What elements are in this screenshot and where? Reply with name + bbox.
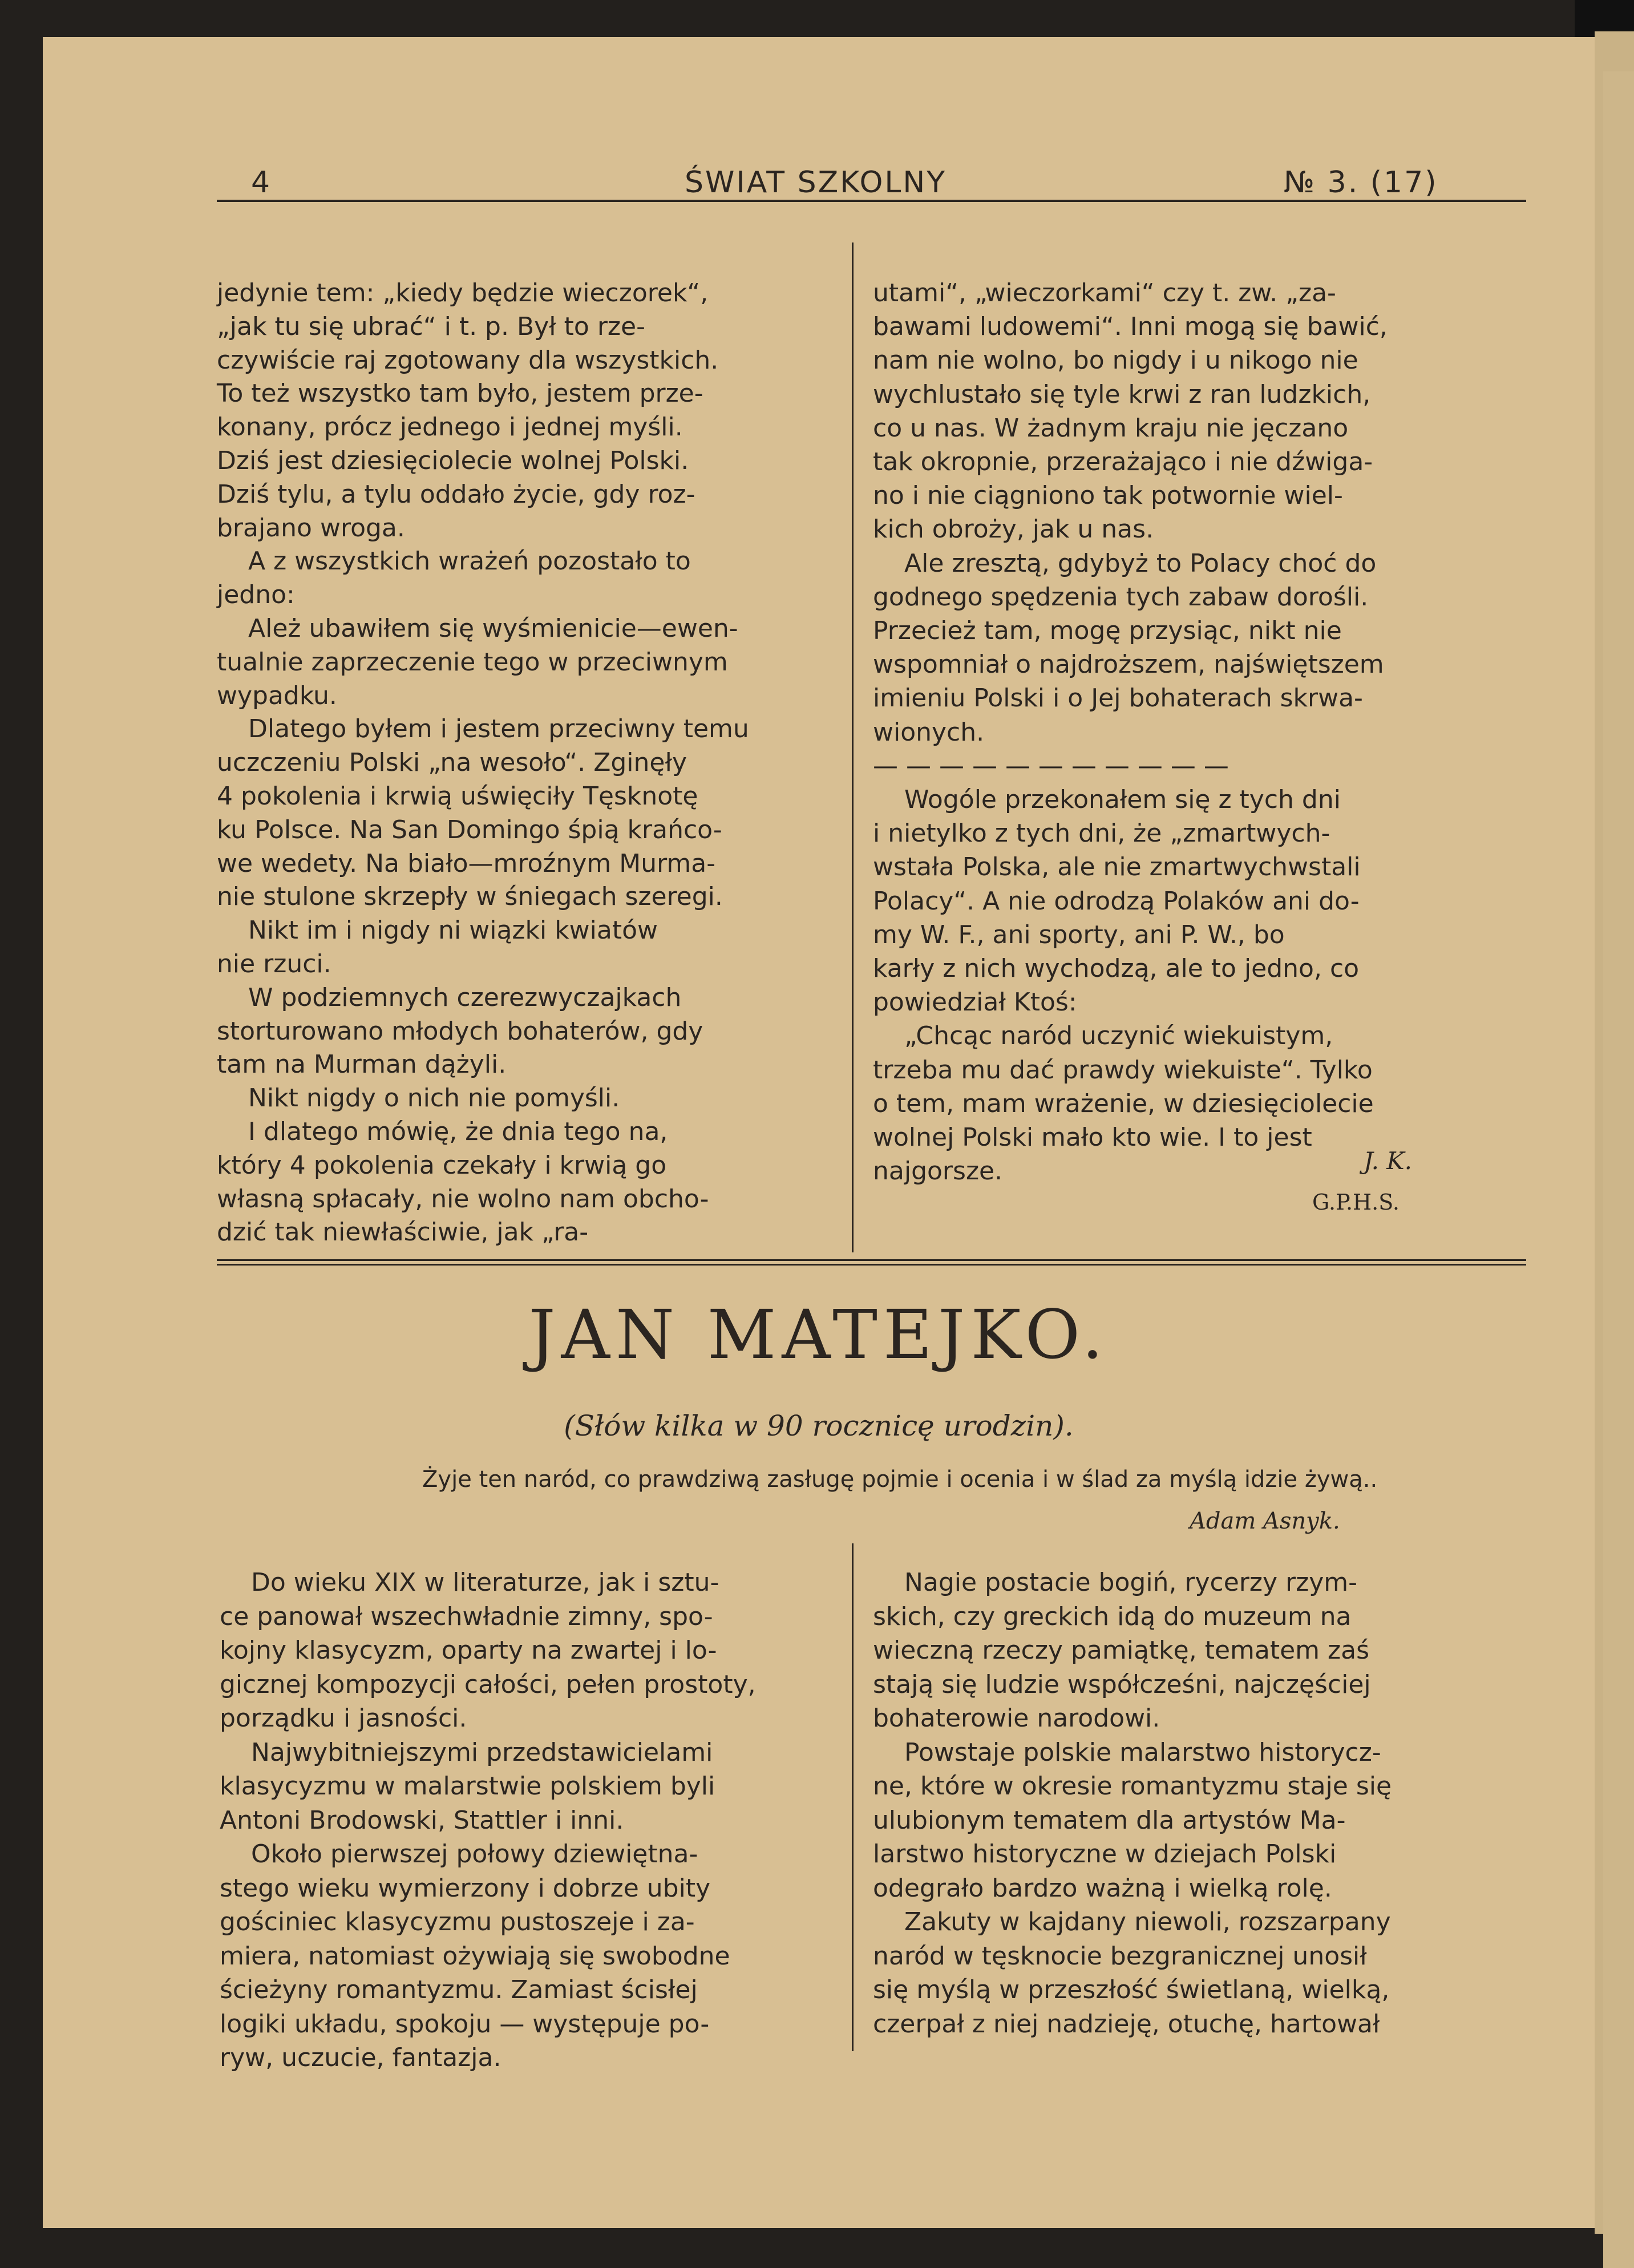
text-line: najgorsze. bbox=[873, 1157, 1003, 1186]
text-line: czywiście raj zgotowany dla wszystkich. bbox=[217, 345, 719, 375]
text-line: „jak tu się ubrać“ i t. p. Był to rze- bbox=[217, 312, 645, 341]
epigraph: Żyje ten naród, co prawdziwą zasługę pojmie i ocenia i w ślad za myślą idzie żywą.. bbox=[422, 1466, 1378, 1493]
text-line: „Chcąc naród uczynić wiekuistym, bbox=[904, 1021, 1333, 1051]
text-line: Zakuty w kajdany niewoli, rozszarpany bbox=[904, 1907, 1391, 1937]
text-line: Ale zresztą, gdybyż to Polacy choć do bbox=[904, 548, 1377, 578]
text-line: co u nas. W żadnym kraju nie jęczano bbox=[873, 413, 1349, 443]
text-line: o tem, mam wrażenie, w dziesięciolecie bbox=[873, 1089, 1374, 1118]
text-line: — — — — — — — — — — — bbox=[873, 751, 1229, 781]
journal-title: ŚWIAT SZKOLNY bbox=[685, 165, 947, 200]
text-line: Do wieku XIX w literaturze, jak i sztu- bbox=[251, 1568, 719, 1597]
text-line: jedno: bbox=[217, 580, 295, 610]
text-line: Antoni Brodowski, Stattler i inni. bbox=[220, 1805, 624, 1835]
text-line: nie rzuci. bbox=[217, 949, 331, 979]
text-line: nam nie wolno, bo nigdy i u nikogo nie bbox=[873, 346, 1358, 375]
text-line: To też wszystko tam było, jestem prze- bbox=[217, 379, 703, 409]
text-line: A z wszystkich wrażeń pozostało to bbox=[248, 547, 691, 576]
text-line: bohaterowie narodowi. bbox=[873, 1704, 1160, 1733]
page-fold-strip bbox=[1603, 71, 1634, 2268]
text-line: tualnie zaprzeczenie tego w przeciwnym bbox=[217, 647, 728, 677]
text-line: Dziś tylu, a tylu oddało życie, gdy roz- bbox=[217, 479, 695, 509]
text-line: my W. F., ani sporty, ani P. W., bo bbox=[873, 920, 1285, 949]
text-line: utami“, „wieczorkami“ czy t. zw. „za- bbox=[873, 278, 1336, 308]
text-line: stego wieku wymierzony i dobrze ubity bbox=[220, 1873, 711, 1903]
signature-school: G.P.H.S. bbox=[1312, 1190, 1400, 1215]
text-line: kich obroży, jak u nas. bbox=[873, 515, 1154, 544]
text-line: się myślą w przeszłość świetlaną, wielką, bbox=[873, 1975, 1390, 2004]
text-line: 4 pokolenia i krwią uświęciły Tęsknotę bbox=[217, 782, 698, 811]
text-line: we wedety. Na biało—mroźnym Murma- bbox=[217, 848, 716, 878]
text-line: wspomniał o najdroższem, najświętszem bbox=[873, 650, 1384, 680]
text-line: konany, prócz jednego i jednej myśli. bbox=[217, 413, 683, 442]
text-line: tam na Murman dążyli. bbox=[217, 1050, 507, 1080]
text-line: ne, które w okresie romantyzmu staje się bbox=[873, 1772, 1392, 1801]
text-line: miera, natomiast ożywiają się swobodne bbox=[220, 1941, 730, 1971]
issue-number: № 3. (17) bbox=[1284, 165, 1438, 200]
text-line: no i nie ciągniono tak potwornie wiel- bbox=[873, 481, 1343, 511]
text-line: wieczną rzeczy pamiątkę, tematem zaś bbox=[873, 1636, 1369, 1665]
column-divider bbox=[852, 242, 854, 1252]
text-line: powiedział Ktoś: bbox=[873, 988, 1077, 1017]
text-line: trzeba mu dać prawdy wiekuiste“. Tylko bbox=[873, 1055, 1373, 1085]
text-line: wstała Polska, ale nie zmartwychwstali bbox=[873, 852, 1361, 882]
page-number: 4 bbox=[251, 165, 272, 200]
section-rule-top bbox=[217, 1259, 1526, 1261]
text-line: własną spłacały, nie wolno nam obcho- bbox=[217, 1184, 709, 1214]
column-divider-2 bbox=[852, 1543, 854, 2051]
text-line: stają się ludzie współcześni, najczęściej bbox=[873, 1669, 1371, 1699]
text-line: jedynie tem: „kiedy będzie wieczorek“, bbox=[217, 278, 709, 308]
text-line: i nietylko z tych dni, że „zmartwych- bbox=[873, 819, 1330, 848]
text-line: ryw, uczucie, fantazja. bbox=[220, 2043, 501, 2072]
text-line: Nikt im i nigdy ni wiązki kwiatów bbox=[248, 916, 658, 945]
text-line: wolnej Polski mało kto wie. I to jest bbox=[873, 1123, 1312, 1152]
text-line: Dlatego byłem i jestem przeciwny temu bbox=[248, 714, 749, 744]
text-line: dzić tak niewłaściwie, jak „ra- bbox=[217, 1218, 589, 1247]
text-line: wionych. bbox=[873, 717, 985, 747]
signature-initials: J. K. bbox=[1364, 1147, 1413, 1175]
text-line: W podziemnych czerezwyczajkach bbox=[248, 983, 682, 1012]
epigraph-author: Adam Asnyk. bbox=[1190, 1508, 1340, 1534]
text-line: Najwybitniejszymi przedstawicielami bbox=[251, 1737, 713, 1767]
text-line: Nagie postacie bogiń, rycerzy rzym- bbox=[904, 1568, 1357, 1597]
text-line: I dlatego mówię, że dnia tego na, bbox=[248, 1117, 668, 1146]
text-line: logiki układu, spokoju — występuje po- bbox=[220, 2009, 710, 2039]
text-line: czerpał z niej nadzieję, otuchę, hartował bbox=[873, 2009, 1380, 2039]
article-title: JAN MATEJKO. bbox=[528, 1295, 1109, 1374]
text-line: odegrało bardzo ważną i wielką rolę. bbox=[873, 1873, 1332, 1903]
article-subtitle: (Słów kilka w 90 rocznicę urodzin). bbox=[564, 1409, 1074, 1442]
section-rule-bottom bbox=[217, 1264, 1526, 1266]
newspaper-page bbox=[43, 37, 1595, 2228]
text-line: gicznej kompozycji całości, pełen prostoty, bbox=[220, 1669, 756, 1699]
text-line: Przecież tam, mogę przysiąc, nikt nie bbox=[873, 616, 1342, 645]
text-line: Ależ ubawiłem się wyśmienicie—ewen- bbox=[248, 614, 738, 643]
header-rule bbox=[217, 200, 1526, 202]
text-line: karły z nich wychodzą, ale to jedno, co bbox=[873, 954, 1360, 983]
text-line: bawami ludowemi“. Inni mogą się bawić, bbox=[873, 312, 1388, 342]
text-line: skich, czy greckich idą do muzeum na bbox=[873, 1602, 1352, 1631]
text-line: ścieżyny romantyzmu. Zamiast ścisłej bbox=[220, 1975, 698, 2004]
text-line: gościniec klasycyzmu pustoszeje i za- bbox=[220, 1907, 695, 1937]
text-line: Polacy“. A nie odrodzą Polaków ani do- bbox=[873, 886, 1360, 916]
text-line: nie stulone skrzepły w śniegach szeregi. bbox=[217, 882, 723, 912]
text-line: ku Polsce. Na San Domingo śpią krańco- bbox=[217, 815, 722, 844]
text-line: Nikt nigdy o nich nie pomyśli. bbox=[248, 1084, 620, 1113]
text-line: który 4 pokolenia czekały i krwią go bbox=[217, 1150, 667, 1180]
text-line: naród w tęsknocie bezgranicznej unosił bbox=[873, 1941, 1367, 1971]
text-line: storturowano młodych bohaterów, gdy bbox=[217, 1016, 703, 1046]
text-line: imieniu Polski i o Jej bohaterach skrwa- bbox=[873, 684, 1363, 713]
text-line: tak okropnie, przerażająco i nie dźwiga- bbox=[873, 447, 1373, 476]
text-line: wypadku. bbox=[217, 681, 337, 710]
text-line: kojny klasycyzm, oparty na zwartej i lo- bbox=[220, 1636, 717, 1665]
text-line: porządku i jasności. bbox=[220, 1704, 467, 1733]
text-line: Dziś jest dziesięciolecie wolnej Polski. bbox=[217, 446, 689, 475]
text-line: ulubionym tematem dla artystów Ma- bbox=[873, 1805, 1346, 1835]
text-line: Wogóle przekonałem się z tych dni bbox=[904, 785, 1341, 814]
text-line: uczczeniu Polski „na wesoło“. Zginęły bbox=[217, 748, 687, 778]
text-line: larstwo historyczne w dziejach Polski bbox=[873, 1840, 1337, 1869]
text-line: klasycyzmu w malarstwie polskiem byli bbox=[220, 1772, 715, 1801]
text-line: Około pierwszej połowy dziewiętna- bbox=[251, 1840, 698, 1869]
text-line: Powstaje polskie malarstwo historycz- bbox=[904, 1737, 1381, 1767]
text-line: ce panował wszechwładnie zimny, spo- bbox=[220, 1602, 713, 1631]
text-line: wychlustało się tyle krwi z ran ludzkich, bbox=[873, 379, 1371, 409]
text-line: brajano wroga. bbox=[217, 513, 405, 543]
text-line: godnego spędzenia tych zabaw dorośli. bbox=[873, 582, 1369, 612]
